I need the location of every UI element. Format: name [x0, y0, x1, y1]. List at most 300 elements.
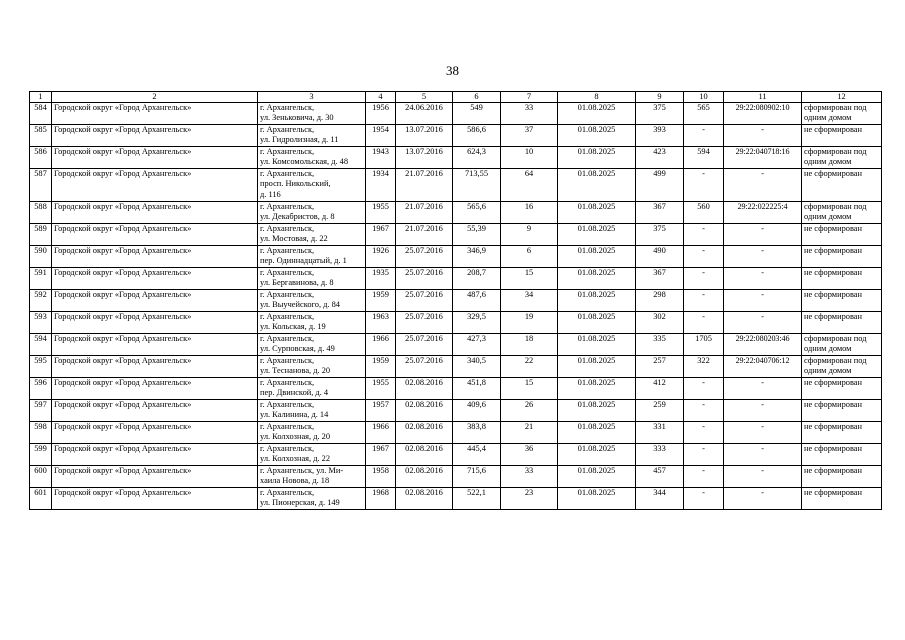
column-header: 10	[684, 92, 724, 103]
land-area-cell: -	[684, 125, 724, 147]
year-built-cell: 1957	[366, 400, 396, 422]
land-status-cell	[802, 169, 882, 202]
column-header: 4	[366, 92, 396, 103]
row-number-cell: 598	[30, 422, 52, 444]
plan-date-cell: 01.08.2025	[558, 422, 636, 444]
cell-line: ул. Зеньковича, д. 30	[260, 113, 334, 123]
cell-line: не сформирован	[804, 400, 862, 409]
cell-line: ул. Бергавинова, д. 8	[260, 278, 334, 288]
year-built-cell: 1955	[366, 202, 396, 224]
land-area-cell: -	[684, 400, 724, 422]
value-cell: 423	[636, 147, 684, 169]
cell-line: г. Архангельск,	[260, 169, 315, 178]
table-row	[30, 444, 882, 466]
municipality-cell: Городской округ «Город Архангельск»	[52, 202, 258, 224]
residents-cell: 10	[501, 147, 558, 169]
registry-table-body	[30, 103, 882, 510]
land-status-cell	[802, 400, 882, 422]
row-number-cell: 600	[30, 466, 52, 488]
cell-line: г. Архангельск,	[260, 224, 315, 233]
land-area-cell: 1705	[684, 334, 724, 356]
date-cell: 25.07.2016	[396, 290, 453, 312]
residents-cell: 33	[501, 103, 558, 125]
residents-cell: 26	[501, 400, 558, 422]
year-built-cell: 1967	[366, 444, 396, 466]
cell-line: не сформирован	[804, 312, 862, 321]
date-cell: 25.07.2016	[396, 268, 453, 290]
residents-cell: 64	[501, 169, 558, 202]
cadastral-number-cell: -	[724, 444, 802, 466]
row-number-cell: 593	[30, 312, 52, 334]
plan-date-cell: 01.08.2025	[558, 103, 636, 125]
cell-line: ул. Калинина, д. 14	[260, 410, 329, 420]
date-cell: 25.07.2016	[396, 356, 453, 378]
column-header: 2	[52, 92, 258, 103]
land-area-cell: -	[684, 224, 724, 246]
cell-line: г. Архангельск, ул. Ми-	[260, 466, 344, 475]
table-row	[30, 202, 882, 224]
residents-cell: 19	[501, 312, 558, 334]
row-number-cell: 588	[30, 202, 52, 224]
table-row	[30, 466, 882, 488]
plan-date-cell: 01.08.2025	[558, 488, 636, 510]
value-cell: 331	[636, 422, 684, 444]
cadastral-number-cell: -	[724, 400, 802, 422]
cell-line: не сформирован	[804, 268, 862, 277]
land-status-cell	[802, 356, 882, 378]
year-built-cell: 1958	[366, 466, 396, 488]
row-number-cell: 586	[30, 147, 52, 169]
plan-date-cell: 01.08.2025	[558, 290, 636, 312]
year-built-cell: 1934	[366, 169, 396, 202]
cell-line: не сформирован	[804, 224, 862, 233]
plan-date-cell: 01.08.2025	[558, 334, 636, 356]
municipality-cell: Городской округ «Город Архангельск»	[52, 400, 258, 422]
date-cell: 21.07.2016	[396, 224, 453, 246]
plan-date-cell: 01.08.2025	[558, 268, 636, 290]
cell-line: пер. Двинской, д. 4	[260, 388, 329, 398]
land-area-cell: -	[684, 169, 724, 202]
residents-cell: 23	[501, 488, 558, 510]
land-status-cell	[802, 312, 882, 334]
year-built-cell: 1959	[366, 290, 396, 312]
cadastral-number-cell: -	[724, 290, 802, 312]
row-number-cell: 584	[30, 103, 52, 125]
residents-cell: 6	[501, 246, 558, 268]
address-cell	[258, 422, 366, 444]
land-area-cell: 594	[684, 147, 724, 169]
cell-line: не сформирован	[804, 246, 862, 255]
municipality-cell: Городской округ «Город Архангельск»	[52, 224, 258, 246]
column-header: 5	[396, 92, 453, 103]
residents-cell: 33	[501, 466, 558, 488]
land-status-cell	[802, 268, 882, 290]
address-cell	[258, 290, 366, 312]
residents-cell: 21	[501, 422, 558, 444]
year-built-cell: 1926	[366, 246, 396, 268]
land-status-cell	[802, 147, 882, 169]
cadastral-number-cell: 29:22:040706:12	[724, 356, 802, 378]
area-cell: 427,3	[453, 334, 501, 356]
cell-line: ул. Колхозная, д. 20	[260, 432, 331, 442]
date-cell: 24.06.2016	[396, 103, 453, 125]
residents-cell: 36	[501, 444, 558, 466]
cell-line: не сформирован	[804, 444, 862, 453]
table-row	[30, 488, 882, 510]
cell-line: ул. Мостовая, д. 22	[260, 234, 328, 244]
row-number-cell: 591	[30, 268, 52, 290]
cell-line: ул. Колхозная, д. 22	[260, 454, 331, 464]
cadastral-number-cell: -	[724, 169, 802, 202]
municipality-cell: Городской округ «Город Архангельск»	[52, 312, 258, 334]
date-cell: 02.08.2016	[396, 378, 453, 400]
residents-cell: 16	[501, 202, 558, 224]
area-cell: 487,6	[453, 290, 501, 312]
area-cell: 624,3	[453, 147, 501, 169]
cell-line: одним домом	[804, 157, 852, 167]
column-header: 6	[453, 92, 501, 103]
cell-line: сформирован под	[804, 356, 867, 365]
year-built-cell: 1956	[366, 103, 396, 125]
plan-date-cell: 01.08.2025	[558, 202, 636, 224]
cell-line: г. Архангельск,	[260, 444, 315, 453]
address-cell	[258, 466, 366, 488]
area-cell: 383,8	[453, 422, 501, 444]
area-cell: 451,8	[453, 378, 501, 400]
land-status-cell	[802, 125, 882, 147]
address-cell	[258, 202, 366, 224]
plan-date-cell: 01.08.2025	[558, 444, 636, 466]
address-cell	[258, 444, 366, 466]
address-cell	[258, 268, 366, 290]
cell-line: не сформирован	[804, 466, 862, 475]
cell-line: ул. Выучейского, д. 84	[260, 300, 340, 310]
cell-line: одним домом	[804, 212, 852, 222]
cell-line: сформирован под	[804, 334, 867, 343]
year-built-cell: 1963	[366, 312, 396, 334]
cadastral-number-cell: -	[724, 246, 802, 268]
cell-line: одним домом	[804, 366, 852, 376]
date-cell: 25.07.2016	[396, 312, 453, 334]
cell-line: г. Архангельск,	[260, 312, 315, 321]
date-cell: 02.08.2016	[396, 488, 453, 510]
year-built-cell: 1968	[366, 488, 396, 510]
land-status-cell	[802, 290, 882, 312]
date-cell: 25.07.2016	[396, 334, 453, 356]
cell-line: ул. Кольская, д. 19	[260, 322, 326, 332]
year-built-cell: 1966	[366, 422, 396, 444]
cell-line: г. Архангельск,	[260, 103, 315, 112]
cell-line: ул. Декабристов, д. 8	[260, 212, 335, 222]
table-row	[30, 169, 882, 202]
row-number-cell: 595	[30, 356, 52, 378]
value-cell: 335	[636, 334, 684, 356]
table-row	[30, 147, 882, 169]
address-cell	[258, 169, 366, 202]
value-cell: 412	[636, 378, 684, 400]
table-row	[30, 422, 882, 444]
area-cell: 55,39	[453, 224, 501, 246]
cell-line: д. 116	[260, 189, 281, 199]
area-cell: 208,7	[453, 268, 501, 290]
land-area-cell: -	[684, 466, 724, 488]
cell-line: г. Архангельск,	[260, 334, 315, 343]
table-row	[30, 290, 882, 312]
plan-date-cell: 01.08.2025	[558, 125, 636, 147]
land-status-cell	[802, 334, 882, 356]
cadastral-number-cell: 29:22:022225:4	[724, 202, 802, 224]
cell-line: ул. Комсомольская, д. 48	[260, 157, 349, 167]
cell-line: не сформирован	[804, 488, 862, 497]
cell-line: г. Архангельск,	[260, 400, 315, 409]
date-cell: 02.08.2016	[396, 466, 453, 488]
cadastral-number-cell: -	[724, 268, 802, 290]
land-status-cell	[802, 103, 882, 125]
value-cell: 344	[636, 488, 684, 510]
residents-cell: 15	[501, 378, 558, 400]
cell-line: сформирован под	[804, 202, 867, 211]
value-cell: 302	[636, 312, 684, 334]
plan-date-cell: 01.08.2025	[558, 378, 636, 400]
cell-line: не сформирован	[804, 169, 862, 178]
land-status-cell	[802, 444, 882, 466]
year-built-cell: 1966	[366, 334, 396, 356]
registry-table	[29, 91, 882, 510]
plan-date-cell: 01.08.2025	[558, 466, 636, 488]
address-cell	[258, 334, 366, 356]
address-cell	[258, 125, 366, 147]
land-area-cell: -	[684, 246, 724, 268]
municipality-cell: Городской округ «Город Архангельск»	[52, 147, 258, 169]
cell-line: ул. Теснанова, д. 20	[260, 366, 331, 376]
land-area-cell: -	[684, 312, 724, 334]
row-number-cell: 597	[30, 400, 52, 422]
row-number-cell: 599	[30, 444, 52, 466]
date-cell: 02.08.2016	[396, 422, 453, 444]
value-cell: 375	[636, 103, 684, 125]
land-area-cell: -	[684, 378, 724, 400]
area-cell: 522,1	[453, 488, 501, 510]
year-built-cell: 1943	[366, 147, 396, 169]
cadastral-number-cell: 29:22:080902:10	[724, 103, 802, 125]
municipality-cell: Городской округ «Город Архангельск»	[52, 378, 258, 400]
date-cell: 21.07.2016	[396, 169, 453, 202]
row-number-cell: 592	[30, 290, 52, 312]
land-status-cell	[802, 378, 882, 400]
plan-date-cell: 01.08.2025	[558, 224, 636, 246]
cell-line: г. Архангельск,	[260, 268, 315, 277]
residents-cell: 9	[501, 224, 558, 246]
date-cell: 13.07.2016	[396, 147, 453, 169]
address-cell	[258, 488, 366, 510]
residents-cell: 37	[501, 125, 558, 147]
column-header: 11	[724, 92, 802, 103]
cell-line: сформирован под	[804, 103, 867, 112]
land-area-cell: 560	[684, 202, 724, 224]
cell-line: не сформирован	[804, 422, 862, 431]
year-built-cell: 1967	[366, 224, 396, 246]
address-cell	[258, 103, 366, 125]
value-cell: 457	[636, 466, 684, 488]
municipality-cell: Городской округ «Город Архангельск»	[52, 422, 258, 444]
municipality-cell: Городской округ «Город Архангельск»	[52, 125, 258, 147]
area-cell: 340,5	[453, 356, 501, 378]
column-header: 3	[258, 92, 366, 103]
table-row	[30, 378, 882, 400]
cadastral-number-cell: -	[724, 378, 802, 400]
date-cell: 13.07.2016	[396, 125, 453, 147]
cell-line: г. Архангельск,	[260, 488, 315, 497]
land-area-cell: -	[684, 488, 724, 510]
land-status-cell	[802, 202, 882, 224]
table-row	[30, 125, 882, 147]
address-cell	[258, 400, 366, 422]
value-cell: 367	[636, 268, 684, 290]
row-number-cell: 601	[30, 488, 52, 510]
cell-line: ул. Пионерская, д. 149	[260, 498, 340, 508]
land-status-cell	[802, 246, 882, 268]
area-cell: 409,6	[453, 400, 501, 422]
value-cell: 367	[636, 202, 684, 224]
cell-line: одним домом	[804, 344, 852, 354]
date-cell: 02.08.2016	[396, 400, 453, 422]
municipality-cell: Городской округ «Город Архангельск»	[52, 169, 258, 202]
cell-line: не сформирован	[804, 378, 862, 387]
plan-date-cell: 01.08.2025	[558, 356, 636, 378]
table-row	[30, 334, 882, 356]
municipality-cell: Городской округ «Город Архангельск»	[52, 246, 258, 268]
value-cell: 298	[636, 290, 684, 312]
address-cell	[258, 224, 366, 246]
cadastral-number-cell: -	[724, 422, 802, 444]
land-area-cell: -	[684, 290, 724, 312]
municipality-cell: Городской округ «Город Архангельск»	[52, 444, 258, 466]
value-cell: 393	[636, 125, 684, 147]
cadastral-number-cell: -	[724, 466, 802, 488]
table-row	[30, 312, 882, 334]
column-header: 7	[501, 92, 558, 103]
cell-line: г. Архангельск,	[260, 290, 315, 299]
row-number-cell: 585	[30, 125, 52, 147]
cell-line: ул. Гидролизная, д. 11	[260, 135, 339, 145]
plan-date-cell: 01.08.2025	[558, 400, 636, 422]
cadastral-number-cell: -	[724, 224, 802, 246]
table-row	[30, 356, 882, 378]
municipality-cell: Городской округ «Город Архангельск»	[52, 488, 258, 510]
cell-line: хаила Новова, д. 18	[260, 476, 330, 486]
cell-line: не сформирован	[804, 125, 862, 134]
row-number-cell: 594	[30, 334, 52, 356]
area-cell: 715,6	[453, 466, 501, 488]
year-built-cell: 1935	[366, 268, 396, 290]
land-status-cell	[802, 488, 882, 510]
address-cell	[258, 356, 366, 378]
plan-date-cell: 01.08.2025	[558, 147, 636, 169]
land-area-cell: 322	[684, 356, 724, 378]
cell-line: г. Архангельск,	[260, 125, 315, 134]
cadastral-number-cell: 29:22:040718:16	[724, 147, 802, 169]
cell-line: ул. Сурповская, д. 49	[260, 344, 335, 354]
municipality-cell: Городской округ «Город Архангельск»	[52, 356, 258, 378]
plan-date-cell: 01.08.2025	[558, 312, 636, 334]
cell-line: не сформирован	[804, 290, 862, 299]
area-cell: 713,55	[453, 169, 501, 202]
area-cell: 329,5	[453, 312, 501, 334]
area-cell: 346,9	[453, 246, 501, 268]
column-header: 8	[558, 92, 636, 103]
land-area-cell: -	[684, 268, 724, 290]
cell-line: г. Архангельск,	[260, 378, 315, 387]
row-number-cell: 590	[30, 246, 52, 268]
land-status-cell	[802, 466, 882, 488]
date-cell: 02.08.2016	[396, 444, 453, 466]
land-area-cell: -	[684, 444, 724, 466]
column-header: 1	[30, 92, 52, 103]
municipality-cell: Городской округ «Город Архангельск»	[52, 290, 258, 312]
residents-cell: 15	[501, 268, 558, 290]
address-cell	[258, 147, 366, 169]
land-status-cell	[802, 422, 882, 444]
residents-cell: 18	[501, 334, 558, 356]
column-header: 12	[802, 92, 882, 103]
land-area-cell: 565	[684, 103, 724, 125]
municipality-cell: Городской округ «Город Архангельск»	[52, 103, 258, 125]
value-cell: 490	[636, 246, 684, 268]
residents-cell: 34	[501, 290, 558, 312]
address-cell	[258, 246, 366, 268]
land-status-cell	[802, 224, 882, 246]
plan-date-cell: 01.08.2025	[558, 246, 636, 268]
cell-line: г. Архангельск,	[260, 356, 315, 365]
value-cell: 259	[636, 400, 684, 422]
row-number-cell: 587	[30, 169, 52, 202]
area-cell: 445,4	[453, 444, 501, 466]
cadastral-number-cell: -	[724, 312, 802, 334]
row-number-cell: 596	[30, 378, 52, 400]
cell-line: г. Архангельск,	[260, 422, 315, 431]
area-cell: 549	[453, 103, 501, 125]
table-row	[30, 246, 882, 268]
year-built-cell: 1959	[366, 356, 396, 378]
value-cell: 257	[636, 356, 684, 378]
area-cell: 586,6	[453, 125, 501, 147]
address-cell	[258, 378, 366, 400]
value-cell: 499	[636, 169, 684, 202]
municipality-cell: Городской округ «Город Архангельск»	[52, 466, 258, 488]
year-built-cell: 1954	[366, 125, 396, 147]
row-number-cell: 589	[30, 224, 52, 246]
municipality-cell: Городской округ «Город Архангельск»	[52, 268, 258, 290]
table-row	[30, 400, 882, 422]
address-cell	[258, 312, 366, 334]
cell-line: г. Архангельск,	[260, 147, 315, 156]
table-row	[30, 103, 882, 125]
page-number: 38	[446, 63, 459, 78]
year-built-cell: 1955	[366, 378, 396, 400]
cell-line: г. Архангельск,	[260, 246, 315, 255]
column-number-row	[30, 92, 882, 103]
cadastral-number-cell: -	[724, 125, 802, 147]
cell-line: просп. Никольский,	[260, 179, 331, 189]
land-area-cell: -	[684, 422, 724, 444]
cell-line: сформирован под	[804, 147, 867, 156]
value-cell: 333	[636, 444, 684, 466]
cell-line: г. Архангельск,	[260, 202, 315, 211]
value-cell: 375	[636, 224, 684, 246]
cadastral-number-cell: -	[724, 488, 802, 510]
cell-line: одним домом	[804, 113, 852, 123]
cadastral-number-cell: 29:22:080203:46	[724, 334, 802, 356]
